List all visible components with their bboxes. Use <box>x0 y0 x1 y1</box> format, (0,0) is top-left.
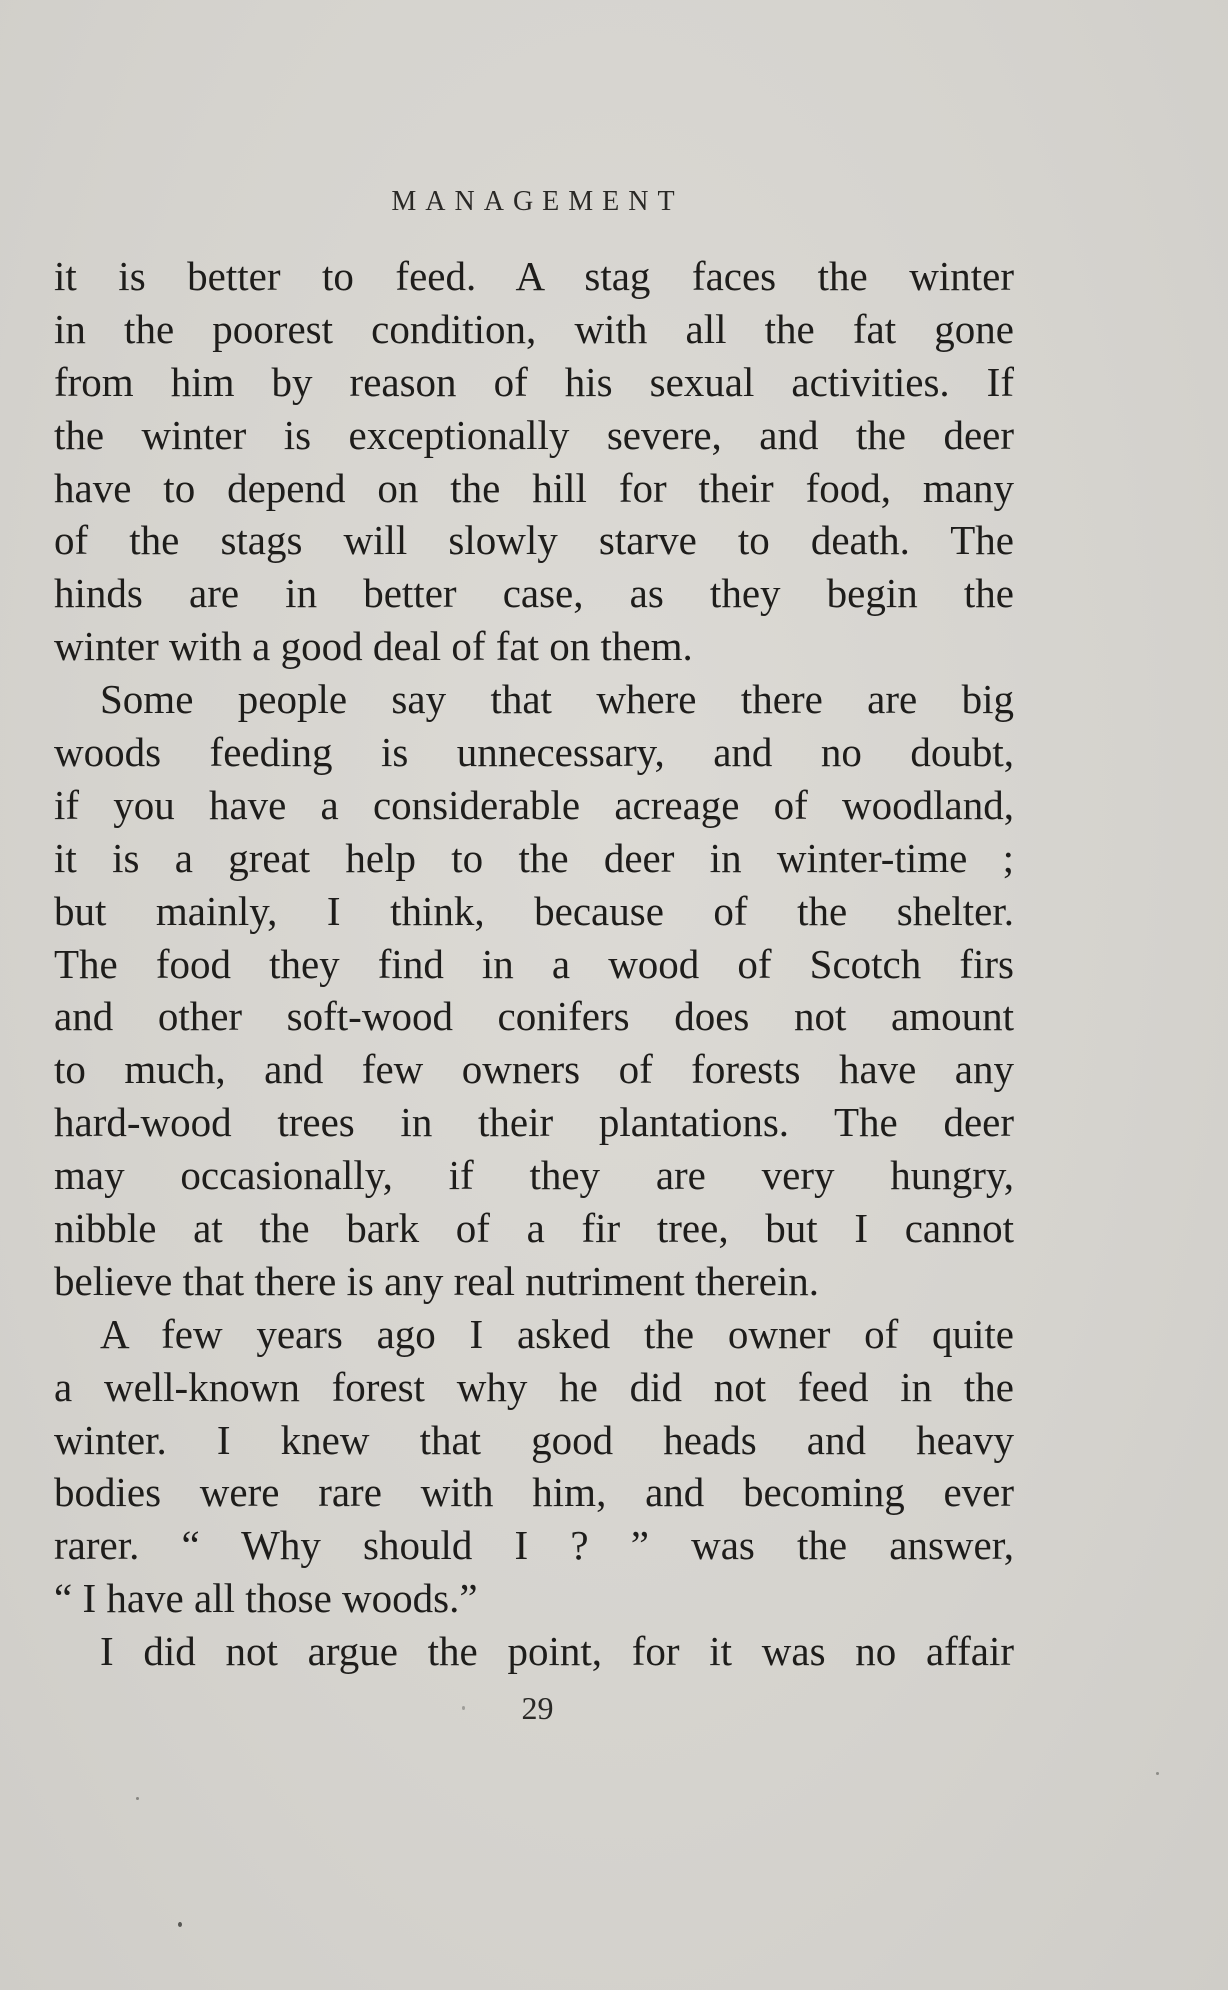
text-line: woods feeding is unnecessary, and no doubt, <box>54 729 1014 776</box>
text-line: have to depend on the hill for their food, many <box>54 464 1014 511</box>
text-line: nibble at the bark of a fir tree, but I cannot <box>54 1205 1014 1252</box>
text-line: but mainly, I think, because of the shelter. <box>54 887 1014 934</box>
text-line: A few years ago I asked the owner of quite <box>100 1310 1014 1357</box>
text-line: The food they find in a wood of Scotch firs <box>54 940 1014 987</box>
text-line: may occasionally, if they are very hungry, <box>54 1152 1014 1199</box>
paper-speck <box>178 1922 182 1927</box>
text-line: from him by reason of his sexual activities. If <box>54 358 1014 405</box>
text-line: bodies were rare with him, and becoming ever <box>54 1469 1014 1516</box>
text-line: to much, and few owners of forests have any <box>54 1046 1014 1093</box>
text-line: hard-wood trees in their plantations. The deer <box>54 1099 1014 1146</box>
text-line: “ I have all those woods.” <box>54 1575 478 1622</box>
text-line: winter with a good deal of fat on them. <box>54 623 693 670</box>
text-line: in the poorest condition, with all the fat gone <box>54 305 1014 352</box>
text-line: winter. I knew that good heads and heavy <box>54 1416 1014 1463</box>
text-line: if you have a considerable acreage of woodland, <box>54 781 1014 828</box>
paper-speck <box>1156 1772 1159 1775</box>
text-line: Some people say that where there are big <box>100 676 1014 723</box>
page-number: 29 <box>521 1690 554 1726</box>
text-line: I did not argue the point, for it was no affair <box>100 1628 1014 1675</box>
text-line: and other soft-wood conifers does not amount <box>54 993 1014 1040</box>
text-line: it is a great help to the deer in winter-time ; <box>54 834 1014 881</box>
body-text <box>54 250 1014 1678</box>
text-line: hinds are in better case, as they begin the <box>54 570 1014 617</box>
text-line: it is better to feed. A stag faces the winter <box>54 253 1014 299</box>
text-line: believe that there is any real nutriment therein. <box>54 1257 820 1304</box>
running-head: MANAGEMENT <box>391 186 684 217</box>
text-line: the winter is exceptionally severe, and the deer <box>54 411 1014 458</box>
text-line: of the stags will slowly starve to death. The <box>54 517 1014 564</box>
paper-speck <box>462 1706 465 1710</box>
text-line: rarer. “ Why should I ? ” was the answer, <box>54 1522 1014 1569</box>
paper-speck <box>136 1797 139 1800</box>
text-line: a well-known forest why he did not feed in the <box>54 1363 1014 1410</box>
